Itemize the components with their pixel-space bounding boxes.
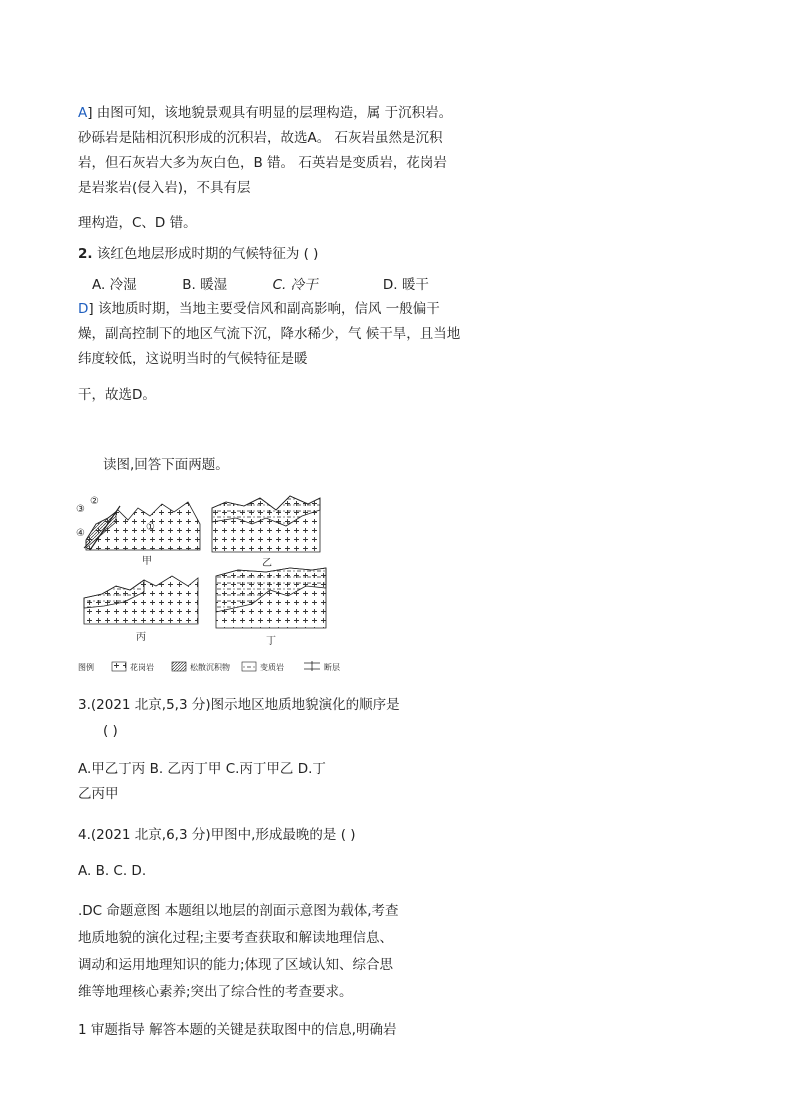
panel-jia bbox=[76, 496, 200, 567]
legend-sediment: 松散沉积物 bbox=[190, 663, 230, 672]
answer34-line4: 维等地理核心素养;突出了综合性的考查要求。 bbox=[78, 984, 353, 1000]
marker-1: ① bbox=[146, 522, 155, 533]
answer2-line2: 燥，副高控制下的地区气流下沉，降水稀少，气 候干旱，且当地 bbox=[78, 326, 461, 342]
legend-title: 图例 bbox=[78, 663, 94, 672]
panel-bing bbox=[84, 576, 198, 643]
answer34-line1: .DC 命题意图 本题组以地层的剖面示意图为载体,考查 bbox=[78, 903, 399, 919]
marker-3: ③ bbox=[76, 504, 85, 515]
option-c: C. 冷干 bbox=[272, 277, 318, 293]
marker-4: ④ bbox=[76, 528, 85, 539]
option-a: A. 冷湿 bbox=[92, 277, 137, 293]
legend-swatch-sediment bbox=[172, 662, 186, 671]
legend-swatch-granite bbox=[112, 662, 126, 671]
question2-options bbox=[92, 276, 429, 294]
label-yi: 乙 bbox=[262, 558, 272, 569]
geology-figure-svg bbox=[76, 490, 366, 680]
label-ding: 丁 bbox=[266, 636, 276, 647]
answer2-line1: D] 该地质时期，当地主要受信风和副高影响，信风 一般偏干 bbox=[78, 301, 440, 317]
intro-text: 读图,回答下面两题。 bbox=[103, 457, 229, 473]
answer2-line4: 干，故选D。 bbox=[78, 387, 156, 403]
answer2-letter: D bbox=[78, 301, 89, 317]
question4-stem: 4.(2021 北京,6,3 分)甲图中,形成最晚的是 ( ) bbox=[78, 827, 356, 843]
question4-options: A. B. C. D. bbox=[78, 863, 147, 879]
marker-2: ② bbox=[90, 496, 99, 507]
question3-blank: ( ) bbox=[103, 723, 118, 739]
geology-figure bbox=[76, 490, 366, 680]
answer34-line3: 调动和运用地理知识的能力;体现了区域认知、综合思 bbox=[78, 957, 394, 973]
option-d: D. 暖干 bbox=[382, 277, 429, 293]
answer34-line2: 地质地貌的演化过程;主要考查获取和解读地理信息、 bbox=[78, 930, 394, 946]
legend-granite: 花岗岩 bbox=[130, 663, 154, 672]
answer1-line2: 砂砾岩是陆相沉积形成的沉积岩，故选A。 石灰岩虽然是沉积 bbox=[78, 130, 443, 146]
answer1-line5: 理构造，C、D 错。 bbox=[78, 215, 197, 231]
question3-options: A.甲乙丁丙 B. 乙丙丁甲 C.丙丁甲乙 D.丁 bbox=[78, 761, 326, 777]
legend bbox=[78, 661, 340, 672]
answer1-letter: A bbox=[78, 105, 88, 121]
answer1-line3: 岩，但石灰岩大多为灰白色，B 错。 石英岩是变质岩，花岗岩 bbox=[78, 155, 447, 171]
panel-ding bbox=[216, 568, 326, 647]
answer2-line3: 纬度较低，这说明当时的气候特征是暖 bbox=[78, 351, 308, 367]
question2-stem: 2. 该红色地层形成时期的气候特征为 ( ) bbox=[78, 246, 319, 262]
guide-line1: 1 审题指导 解答本题的关键是获取图中的信息,明确岩 bbox=[78, 1022, 397, 1038]
panel-yi bbox=[212, 496, 320, 569]
legend-metamorphic: 变质岩 bbox=[260, 663, 284, 672]
legend-fault: 断层 bbox=[324, 663, 340, 672]
legend-swatch-metamorphic bbox=[242, 662, 256, 671]
legend-swatch-fault bbox=[304, 661, 320, 671]
label-jia: 甲 bbox=[142, 556, 152, 567]
question3-options-cont: 乙丙甲 bbox=[78, 786, 119, 802]
option-b: B. 暖湿 bbox=[182, 277, 228, 293]
answer1-line4: 是岩浆岩(侵入岩)，不具有层 bbox=[78, 180, 251, 196]
answer1-line1: A] 由图可知，该地貌景观具有明显的层理构造，属 于沉积岩。 bbox=[78, 105, 453, 121]
label-bing: 丙 bbox=[136, 632, 146, 643]
question3-stem: 3.(2021 北京,5,3 分)图示地区地质地貌演化的顺序是 bbox=[78, 697, 400, 713]
